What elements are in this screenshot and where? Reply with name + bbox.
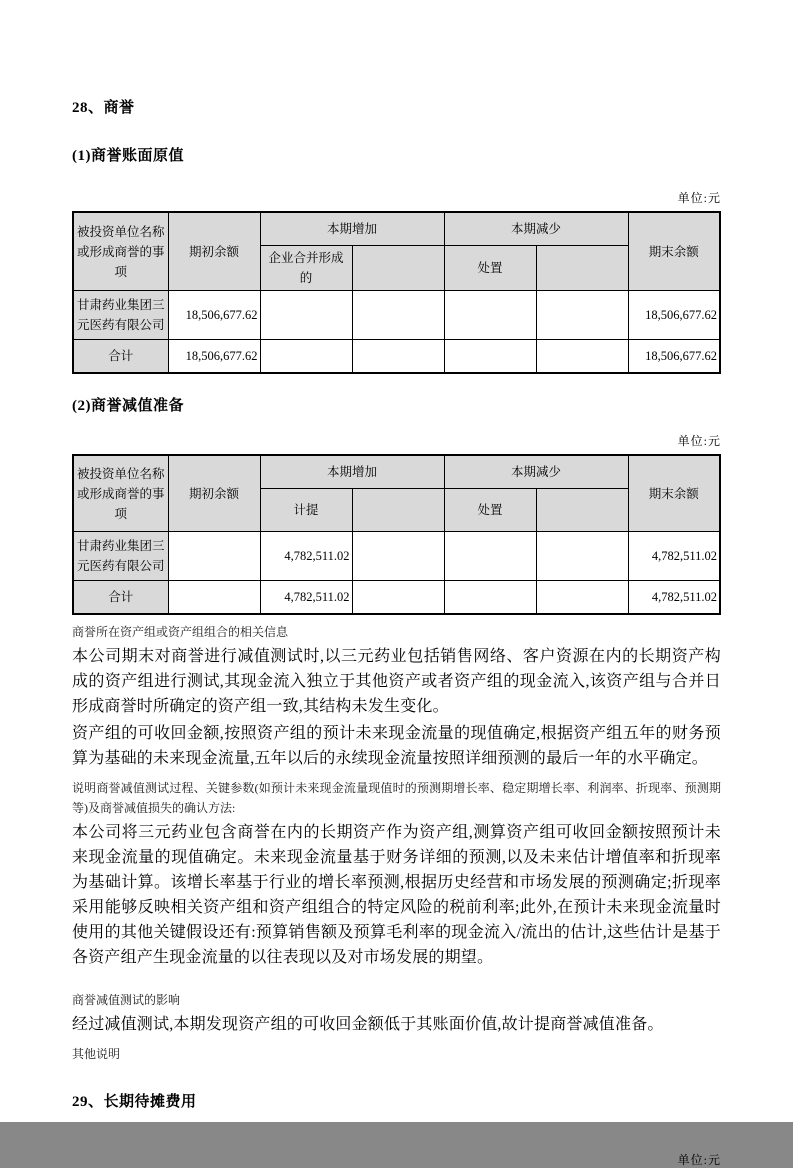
opening-balance-total-cell: [168, 581, 260, 615]
opening-balance-total-cell: 18,506,677.62: [168, 340, 260, 374]
col-header-closing-balance: 期末余额: [628, 212, 720, 291]
table-row-total: [73, 340, 720, 374]
col-header-increase-blank: [352, 246, 444, 291]
increase-cell-1: 4,782,511.02: [260, 532, 352, 581]
goodwill-cost-table: [72, 211, 721, 374]
col-header-decrease-disposal: 处置: [444, 489, 536, 532]
subsection-heading-goodwill-impairment: (2)商誉减值准备: [72, 398, 184, 414]
col-header-decrease-blank: [536, 246, 628, 291]
cgu-paragraph-2: 资产组的可收回金额,按照资产组的预计未来现金流量的现值确定,根据资产组五年的财务预算为基础的未来现金流量,五年以后的永续现金流量按照详细预测的最后一年的水平确定。: [72, 725, 721, 767]
decrease-cell-1: [444, 532, 536, 581]
page-content: [72, 0, 721, 1168]
increase-total-cell-2: [352, 340, 444, 374]
impairment-method-label: 说明商誉减值测试过程、关键参数(如预计未来现金流量现值时的预测期增长率、稳定期增长率、利润率、折现率、预测期等)及商誉减值损失的确认方法:: [72, 781, 721, 815]
goodwill-impairment-table: [72, 454, 721, 615]
decrease-cell-2: [536, 532, 628, 581]
col-header-closing-balance: 期末余额: [628, 455, 720, 532]
decrease-total-cell-2: [536, 340, 628, 374]
item-cell: 甘肃药业集团三元医药有限公司: [73, 532, 168, 581]
increase-total-cell-2: [352, 581, 444, 615]
opening-balance-cell: [168, 532, 260, 581]
section-heading-goodwill: 28、商誉: [72, 100, 135, 116]
impairment-impact-text: 经过减值测试,本期发现资产组的可收回金额低于其账面价值,故计提商誉减值准备。: [72, 1016, 664, 1033]
col-header-increase-business-combination: 企业合并形成的: [260, 246, 352, 291]
col-header-opening-balance: 期初余额: [168, 455, 260, 532]
total-label-cell: 合计: [73, 340, 168, 374]
impairment-method-paragraph: 本公司将三元药业包含商誉在内的长期资产作为资产组,测算资产组可收回金额按照预计未来现金流量的现值确定。未来现金流量基于财务详细的预测,以及未来估计增值率和折现率为基础计算。该增长率基于行业的增长率预测,根据历史经营和市场发展的预测确定;折现率采用能够反映相关资产组和资产组组合的特定风险的税前利率;此外,在预计未来现金流量时使用的其他关键假设还有:预算销售额及预算毛利率的现金流入/流出的估计,这些估计是基于各资产组产生现金流量的以往表现以及对市场发展的期望。: [72, 824, 721, 966]
increase-cell-1: [260, 291, 352, 340]
col-group-increase: 本期增加: [260, 455, 444, 489]
decrease-total-cell-1: [444, 581, 536, 615]
col-group-decrease: 本期减少: [444, 212, 628, 246]
cgu-paragraph-1: 本公司期末对商誉进行减值测试时,以三元药业包括销售网络、客户资源在内的长期资产构成的资产组进行测试,其现金流入独立于其他资产或者资产组的现金流入,该资产组与合并日形成商誉时所确定的资产组一致,其结构未发生变化。: [72, 648, 721, 715]
col-header-decrease-disposal: 处置: [444, 246, 536, 291]
increase-cell-2: [352, 532, 444, 581]
table-row-gansu-pharma: [73, 291, 720, 340]
total-label-cell: 合计: [73, 581, 168, 615]
unit-label: 单位:元: [677, 191, 721, 205]
unit-label: 单位:元: [677, 434, 721, 448]
decrease-total-cell-2: [536, 581, 628, 615]
closing-balance-total-cell: 18,506,677.62: [628, 340, 720, 374]
increase-total-cell-1: [260, 340, 352, 374]
item-cell: 甘肃药业集团三元医药有限公司: [73, 291, 168, 340]
decrease-total-cell-1: [444, 340, 536, 374]
closing-balance-cell: 4,782,511.02: [628, 532, 720, 581]
col-header-item: 被投资单位名称或形成商誉的事项: [73, 212, 168, 291]
impairment-impact-label: 商誉减值测试的影响: [72, 993, 181, 1007]
table-row-total: [73, 581, 720, 615]
closing-balance-total-cell: 4,782,511.02: [628, 581, 720, 615]
cgu-info-label: 商誉所在资产组或资产组组合的相关信息: [72, 625, 289, 639]
subsection-heading-goodwill-cost: (1)商誉账面原值: [72, 148, 184, 164]
increase-cell-2: [352, 291, 444, 340]
opening-balance-cell: 18,506,677.62: [168, 291, 260, 340]
col-header-opening-balance: 期初余额: [168, 212, 260, 291]
unit-label: 单位:元: [677, 1153, 721, 1167]
col-header-increase-provision: 计提: [260, 489, 352, 532]
closing-balance-cell: 18,506,677.62: [628, 291, 720, 340]
table-row-gansu-pharma: [73, 532, 720, 581]
col-header-item: 被投资单位名称或形成商誉的事项: [73, 455, 168, 532]
col-header-decrease-blank: [536, 489, 628, 532]
decrease-cell-1: [444, 291, 536, 340]
col-group-decrease: 本期减少: [444, 455, 628, 489]
increase-total-cell-1: 4,782,511.02: [260, 581, 352, 615]
section-heading-long-term-deferred-expenses: 29、长期待摊费用: [72, 1094, 197, 1110]
col-group-increase: 本期增加: [260, 212, 444, 246]
other-notes-label: 其他说明: [72, 1047, 121, 1061]
col-header-increase-blank: [352, 489, 444, 532]
decrease-cell-2: [536, 291, 628, 340]
